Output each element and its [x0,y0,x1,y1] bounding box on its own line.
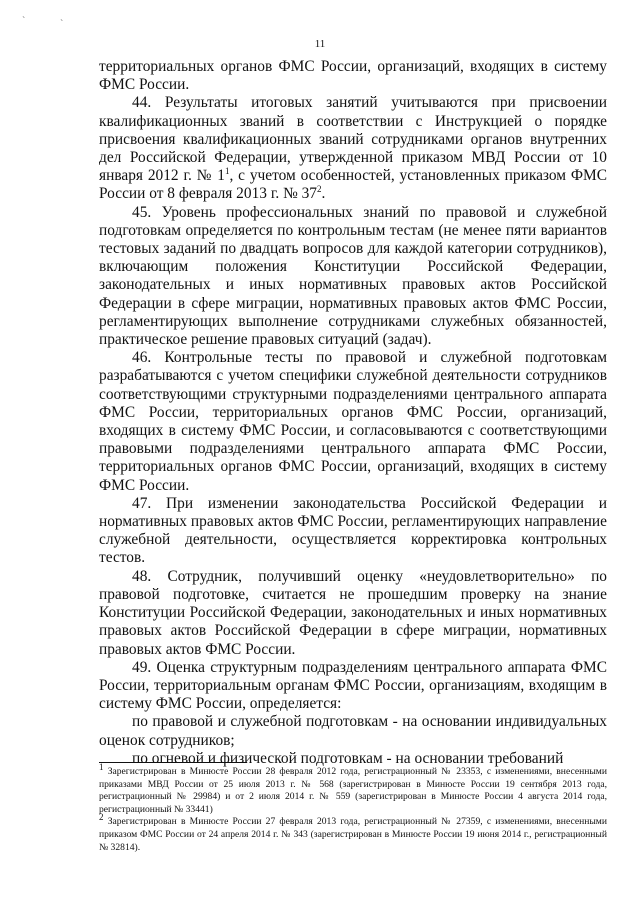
footnote-ref[interactable]: 2 [317,184,322,195]
footnote-divider [99,762,247,763]
paragraph [99,659,607,714]
paragraph [99,94,607,203]
footnote-text: Зарегистрирован в Минюсте России 27 февраля 2013 года, регистрационный № 27359, с изменениями, внесенными приказом ФМС России от 24 апреля 2014 г. № 343 (зарегистрирован в Минюсте России 19 июня 2014 г., регистрационный № 32814). [99,816,607,853]
footnote-number: 1 [99,761,104,772]
paragraph [99,713,607,749]
footnote-text: Зарегистрирован в Минюсте России 28 февраля 2012 года, регистрационный № 23353, с изменениями, внесенными приказами МВД России от 25 июля 2013 г. № 568 (зарегистрирован в Минюсте России 19 сентября 2013 года, регистрационный № 29984) и от 2 июля 2014 г. № 559 (зарегистрирован в Минюсте России 4 августа 2014 года, регистрационный № 33441) [99,766,607,815]
paragraph-text: по огневой и физической подготовкам - на основании требований [132,749,564,767]
footnote-number: 2 [99,812,104,823]
paragraph [99,349,607,495]
paragraph-text: , с учетом особенностей, установленных приказом ФМС России от 8 февраля 2013 г. № 37 [99,167,607,203]
paragraph-text: по правовой и служебной подготовкам - на основании индивидуальных оценок сотрудников; [99,713,607,749]
paragraph-text: 44. Результаты итоговых занятий учитываются при присвоении квалификационных званий в соответствии с Инструкцией о порядке присвоения квалификационных званий сотрудниками органов внутренних дел Российской Федерации, утвержденной приказом МВД России от 10 января 2012 г. № 1 [99,94,607,185]
paragraph-text: 48. Сотрудник, получивший оценку «неудовлетворительно» по правовой подготовке, считается не прошедшим проверку на знание Конституции Российской Федерации, законодательных и иных нормативных правовых актов Российской Федерации в сфере миграции, нормативных правовых актов ФМС России. [99,567,607,658]
footnotes [99,761,607,854]
paragraph [99,568,607,659]
paragraph-text: . [321,185,326,203]
paragraph-text: 46. Контрольные тесты по правовой и служебной подготовкам разрабатываются с учетом специфики служебной деятельности сотрудников соответствующими структурными подразделениями центрального аппарата ФМС России, территориальных органов ФМС России, организаций, входящих в систему ФМС России, и согласовываются с соответствующими правовыми подразделениями центрального аппарата ФМС России, территориальных органов ФМС России, организаций, входящих в систему ФМС России. [99,349,607,494]
paragraph-text: 49. Оценка структурным подразделениям центрального аппарата ФМС России, территориальным органам ФМС России, организациям, входящим в систему ФМС России, определяется: [99,658,607,713]
scan-speck-mark: ˋ [22,16,26,27]
paragraph [99,58,607,94]
paragraph-text: 45. Уровень профессиональных знаний по правовой и служебной подготовкам определяется по контрольным тестам (не менее пяти вариантов тестовых заданий по двадцать вопросов для каждой категории сотрудников), включающим положения Конституции Российской Федерации, законодательных и иных нормативных правовых актов Российской Федерации в сфере миграции, нормативных правовых актов ФМС России, регламентирующих выполнение сотрудниками служебных обязанностей, практическое решение правовых ситуаций (задач). [99,203,607,349]
document-body [99,58,607,768]
footnote [99,761,607,816]
paragraph-text: 47. При изменении законодательства Российской Федерации и нормативных правовых актов ФМС России, регламентирующих направление служебной деятельности, осуществляется корректировка контрольных тестов. [99,494,607,567]
page-number: 11 [314,38,326,50]
paragraph [99,204,607,350]
footnote-ref[interactable]: 1 [224,166,230,177]
paragraph [99,495,607,568]
paragraph-text: территориальных органов ФМС России, организаций, входящих в систему ФМС России. [99,58,607,94]
footnote [99,812,607,854]
scan-speck-mark: ˋ [60,19,64,30]
